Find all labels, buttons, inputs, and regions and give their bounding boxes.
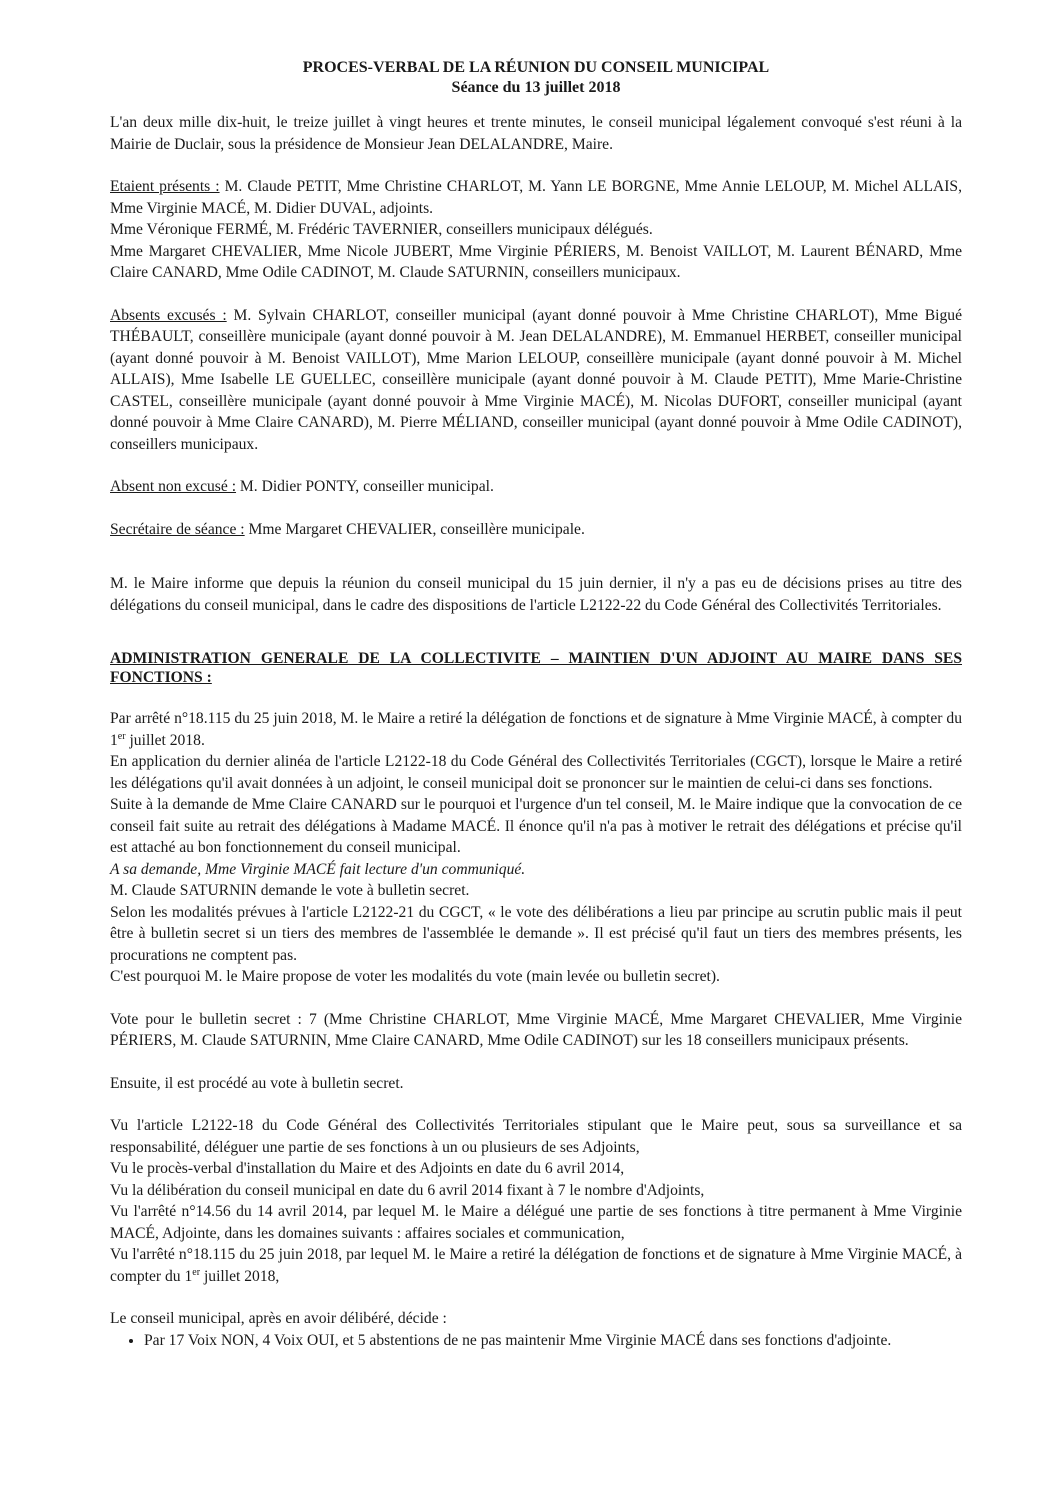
absents-excuses-paragraph [110, 305, 962, 456]
vu-pv-paragraph: Vu le procès-verbal d'installation du Maire et des Adjoints en date du 6 avril 2014, [110, 1160, 625, 1177]
communique-paragraph: A sa demande, Mme Virginie MACÉ fait lecture d'un communiqué. [110, 860, 526, 878]
info-maire-paragraph: M. le Maire informe que depuis la réunion du conseil municipal du 15 juin dernier, il n'y a pas eu de décisions prises au titre des délégations du conseil municipal, dans le cadre des dispositions de l'article L2122-22 du Code Général des Collectivités Territoriales. [110, 575, 962, 614]
modalites-paragraph: Selon les modalités prévues à l'article L2122-21 du CGCT, « le vote des délibérations a lieu par principe au scrutin public mais il peut être à bulletin secret si un tiers des membres de l'assemblée le demande ». Il est précisé qu'il faut un tiers des membres présents, les procurations ne comptent pas. [110, 903, 962, 964]
document-page [110, 58, 962, 1351]
vu-arrete-18115-paragraph [110, 1244, 962, 1287]
presents-paragraph [110, 176, 962, 219]
application-paragraph: En application du dernier alinéa de l'article L2122-18 du Code Général des Collectivités Territoriales (CGCT), lorsque le Maire a retiré les délégations qu'il avait données à un adjoint, le conseil municipal doit se prononcer sur le maintien de celui-ci dans ses fonctions. [110, 753, 962, 792]
vu-arrete-text-end: juillet 2018, [200, 1267, 280, 1285]
vu-arrete-1456-paragraph: Vu l'arrêté n°14.56 du 14 avril 2014, par lequel M. le Maire a délégué une partie de ses fonctions à titre permanent à Mme Virginie MACÉ, Adjointe, dans les domaines suivants : affaires sociales et communication, [110, 1203, 962, 1242]
decision-item: • Par 17 Voix NON, 4 Voix OUI, et 5 abstentions de ne pas maintenir Mme Virginie MACÉ dans ses fonctions d'adjointe. [144, 1330, 962, 1352]
intro-paragraph: L'an deux mille dix-huit, le treize juillet à vingt heures et trente minutes, le conseil municipal légalement convoqué s'est réuni à la Mairie de Duclair, sous la présidence de Monsieur Jean DELALANDRE, Maire. [110, 114, 962, 153]
section-heading: ADMINISTRATION GENERALE DE LA COLLECTIVITE – MAINTIEN D'UN ADJOINT AU MAIRE DANS SES FONCTIONS : [110, 650, 962, 686]
absent-non-excuse-label: Absent non excusé : [110, 478, 237, 495]
document-title: PROCES-VERBAL DE LA RÉUNION DU CONSEIL MUNICIPAL [302, 59, 770, 76]
vote-paragraph: Vote pour le bulletin secret : 7 (Mme Christine CHARLOT, Mme Virginie MACÉ, Mme Margaret CHEVALIER, Mme Virginie PÉRIERS, M. Claude SATURNIN, Mme Claire CANARD, Mme Odile CADINOT) sur les 18 conseillers municipaux présents. [110, 1010, 962, 1049]
arrete-sup: er [117, 730, 126, 742]
presents-adjoints: M. Claude PETIT, Mme Christine CHARLOT, M. Yann LE BORGNE, Mme Annie LELOUP, M. Michel ALLAIS, Mme Virginie MACÉ, M. Didier DUVAL, adjoints. [110, 178, 962, 217]
vu-arrete-text-start: Vu l'arrêté n°18.115 du 25 juin 2018, par lequel M. le Maire a retiré la délégation de fonctions et de signature à Mme Virginie MACÉ, à compter du 1 [110, 1246, 962, 1285]
presents-conseillers: Mme Margaret CHEVALIER, Mme Nicole JUBERT, Mme Virginie PÉRIERS, M. Benoist VAILLOT, M. Laurent BÉNARD, Mme Claire CANARD, Mme Odile CADINOT, M. Claude SATURNIN, conseillers municipaux. [110, 242, 962, 281]
arrete-text-end: juillet 2018. [125, 731, 205, 749]
vu-deliberation-paragraph: Vu la délibération du conseil municipal en date du 6 avril 2014 fixant à 7 le nombre d'Adjoints, [110, 1181, 705, 1199]
secretaire-text: Mme Margaret CHEVALIER, conseillère municipale. [244, 520, 585, 538]
presents-delegues: Mme Véronique FERMÉ, M. Frédéric TAVERNIER, conseillers municipaux délégués. [110, 221, 653, 238]
presents-label: Etaient présents : [110, 178, 220, 195]
arrete-text-start: Par arrêté n°18.115 du 25 juin 2018, M. le Maire a retiré la délégation de fonctions et de signature à Mme Virginie MACÉ, à compter du 1 [110, 710, 962, 749]
demande-canard-paragraph: Suite à la demande de Mme Claire CANARD sur le pourquoi et l'urgence d'un tel conseil, M. le Maire indique que la convocation de ce conseil fait suite au retrait des délégations à Madame MACÉ. Il énonce qu'il n'a pas à motiver le retrait des délégations et précise qu'il est attaché au bon fonctionnement du conseil municipal. [110, 796, 962, 856]
proposition-paragraph: C'est pourquoi M. le Maire propose de voter les modalités du vote (main levée ou bulletin secret). [110, 968, 720, 985]
ensuite-paragraph: Ensuite, il est procédé au vote à bulletin secret. [110, 1074, 404, 1092]
absents-excuses-label: Absents excusés : [110, 306, 227, 324]
absents-excuses-text: M. Sylvain CHARLOT, conseiller municipal (ayant donné pouvoir à Mme Christine CHARLOT), Mme Bigué THÉBAULT, conseillère municipale (ayant donné pouvoir à M. Jean DELALANDRE), M. Emmanuel HERBET, conseiller municipal (ayant donné pouvoir à M. Benoist VAILLOT), Mme Marion LELOUP, conseillère municipale (ayant donné pouvoir à M. Michel ALLAIS), Mme Isabelle LE GUELLEC, conseillère municipale (ayant donné pouvoir à M. Claude PETIT), Mme Marie-Christine CASTEL, conseillère municipale (ayant donné pouvoir à Mme Virginie MACÉ), M. Nicolas DUFORT, conseiller municipal (ayant donné pouvoir à Mme Claire CANARD), M. Pierre MÉLIAND, conseiller municipal (ayant donné pouvoir à Mme Odile CADINOT), conseillers municipaux. [110, 306, 963, 453]
decide-paragraph: Le conseil municipal, après en avoir délibéré, décide : [110, 1310, 447, 1327]
arrete-paragraph [110, 708, 962, 751]
absent-non-excuse-paragraph [110, 476, 962, 498]
decision-list [110, 1330, 962, 1352]
vu-article-paragraph: Vu l'article L2122-18 du Code Général des Collectivités Territoriales stipulant que le Maire peut, sous sa surveillance et sa responsabilité, déléguer une partie de ses fonctions à un ou plusieurs de ses Adjoints, [110, 1117, 962, 1156]
absent-non-excuse-text: M. Didier PONTY, conseiller municipal. [236, 478, 494, 495]
document-subtitle: Séance du 13 juillet 2018 [451, 79, 621, 96]
saturnin-paragraph: M. Claude SATURNIN demande le vote à bulletin secret. [110, 882, 470, 899]
secretaire-paragraph [110, 519, 962, 541]
secretaire-label: Secrétaire de séance : [110, 520, 245, 538]
vu-arrete-sup: er [192, 1266, 201, 1278]
